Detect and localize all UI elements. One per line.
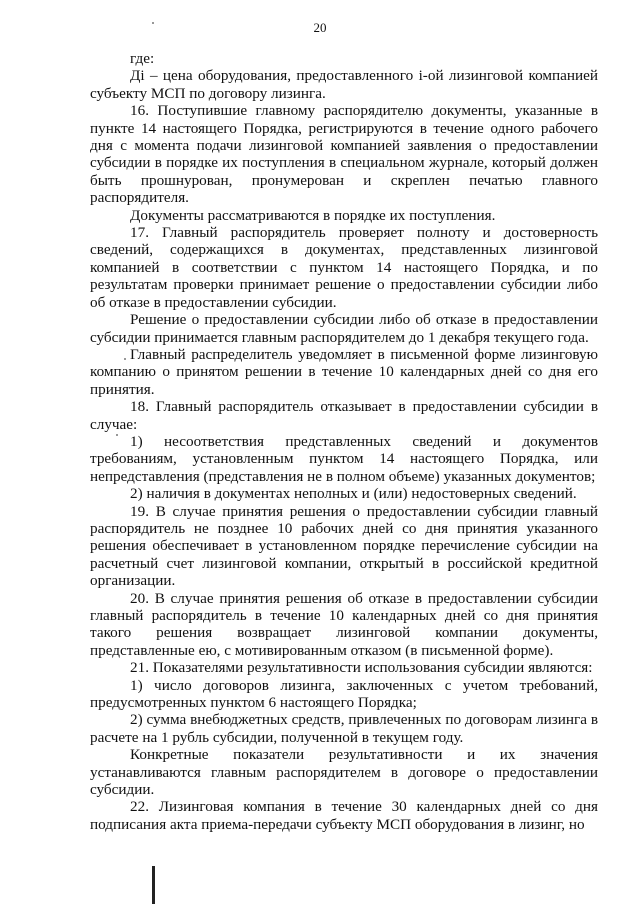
paragraph-22: 22. Лизинговая компания в течение 30 календарных дней со дня подписания акта приема-передачи субъекту МСП оборудования в лизинг, но <box>90 798 598 833</box>
scan-binding-mark <box>152 866 155 904</box>
paragraph-20: 20. В случае принятия решения об отказе в предоставлении субсидии главный распорядитель в течение 10 календарных дней со дня принятия такого решения возвращает лизинговой компании документы, представленные ею, с мотивированным отказом (в письменной форме). <box>90 589 598 659</box>
paragraph-17: 17. Главный распорядитель проверяет полноту и достоверность сведений, содержащихся в документах, представленных лизинговой компанией в соответствии с пунктом 14 настоящего Порядка, и по результатам проверки принимает решение о предоставлении субсидии либо об отказе в предоставлении субсидии. <box>90 224 598 311</box>
paragraph-where: где: <box>130 50 155 67</box>
page-number: 20 <box>313 20 327 35</box>
paragraph-16: 16. Поступившие главному распорядителю документы, указанные в пункте 14 настоящего Порядка, регистрируются в течение одного рабочего дня с момента подачи лизинговой компанией заявления о предоставлении субсидии в порядке их поступления в специальном журнале, который должен быть прошнурован, пронумерован и скреплен печатью главного распорядителя. <box>90 102 598 207</box>
document-body <box>90 50 598 833</box>
paragraph-18: 18. Главный распорядитель отказывает в предоставлении субсидии в случае: <box>90 398 598 433</box>
scan-speck <box>116 434 118 436</box>
paragraph-21: 21. Показателями результативности использования субсидии являются: <box>130 659 593 677</box>
paragraph-notification: Главный распределитель уведомляет в письменной форме лизинговую компанию о принятом решении в течение 10 календарных дней со дня его принятия. <box>90 345 598 398</box>
paragraph-18-item-1: 1) несоответствия представленных сведений и документов требованиям, установленным пунктом 14 настоящего Порядка, или непредставления (представления не в полном объеме) указанных документов; <box>90 432 598 485</box>
paragraph-19: 19. В случае принятия решения о предоставлении субсидии главный распорядитель не позднее 10 рабочих дней со дня принятия указанного решения обеспечивает в установленном порядке перечисление субсидии на расчетный счет лизинговой компании, открытый в российской кредитной организации. <box>90 502 598 590</box>
paragraph-indicator-values: Конкретные показатели результативности и их значения устанавливаются главным распорядителем в договоре о предоставлении субсидии. <box>90 746 598 799</box>
paragraph-21-item-1: 1) число договоров лизинга, заключенных с учетом требований, предусмотренных пунктом 6 настоящего Порядка; <box>90 676 598 712</box>
paragraph-price-definition: Дi – цена оборудования, предоставленного i-ой лизинговой компанией субъекту МСП по договору лизинга. <box>90 67 598 102</box>
scan-speck <box>152 22 154 24</box>
scan-speck <box>124 358 126 360</box>
paragraph-18-item-2: 2) наличия в документах неполных и (или) недостоверных сведений. <box>130 485 577 503</box>
paragraph-21-item-2: 2) сумма внебюджетных средств, привлеченных по договорам лизинга в расчете на 1 рубль субсидии, полученной в текущем году. <box>90 711 598 746</box>
paragraph-documents-order: Документы рассматриваются в порядке их поступления. <box>130 206 496 224</box>
paragraph-decision-deadline: Решение о предоставлении субсидии либо об отказе в предоставлении субсидии принимается главным распорядителем до 1 декабря текущего года. <box>90 311 598 346</box>
